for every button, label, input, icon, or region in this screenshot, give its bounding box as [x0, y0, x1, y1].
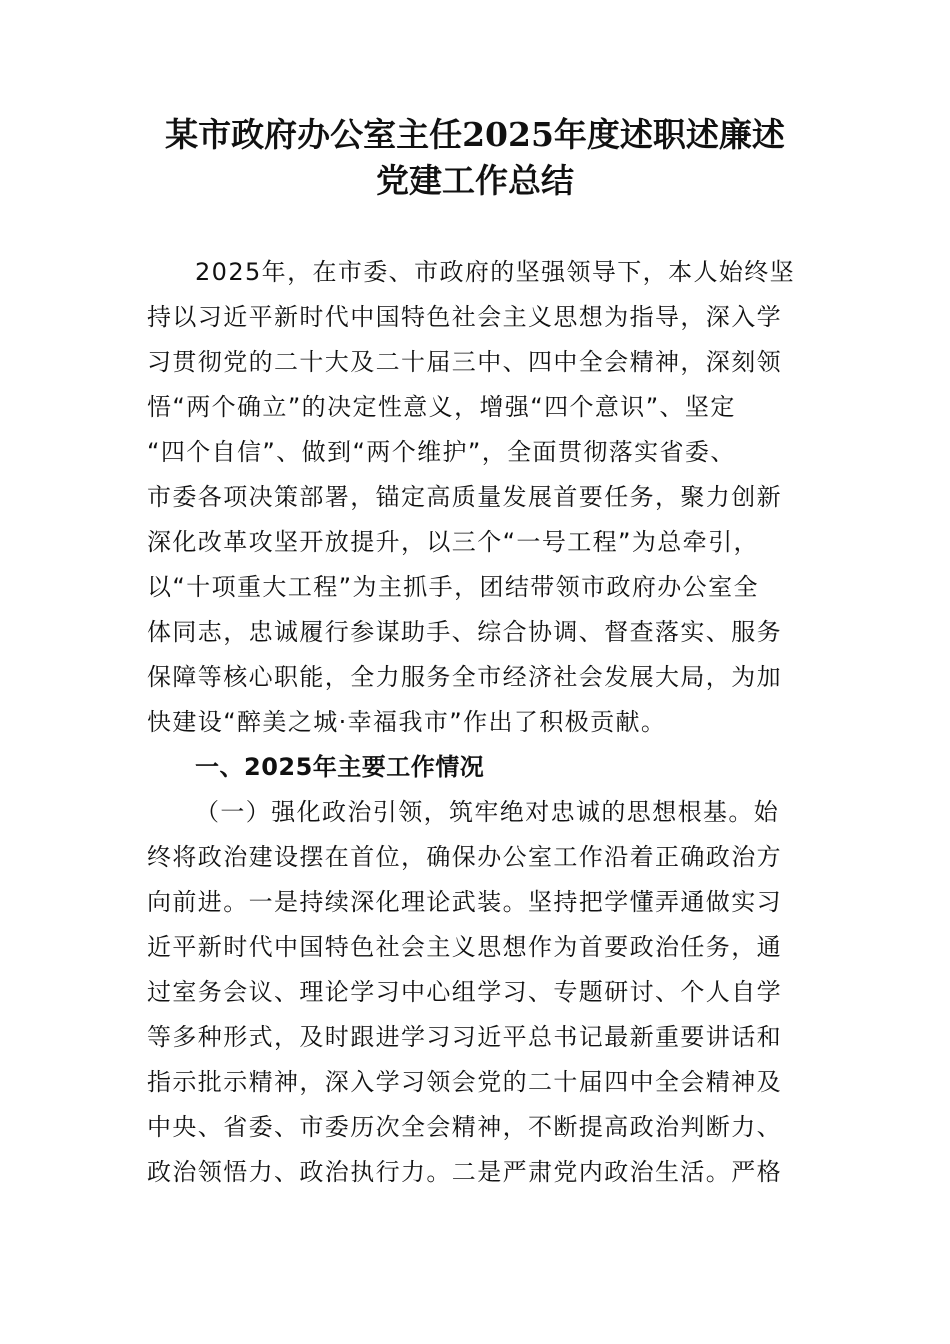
section-heading: 一、2025年主要工作情况	[195, 753, 485, 781]
document-body	[147, 250, 807, 1195]
title-line: 某市政府办公室主任2025年度述职述廉述	[165, 115, 785, 154]
paragraph-line: 中央、省委、市委历次全会精神，不断提高政治判断力、	[147, 1113, 782, 1141]
paragraph-line: 近平新时代中国特色社会主义思想作为首要政治任务，通	[147, 933, 782, 961]
paragraph-line: 过室务会议、理论学习中心组学习、专题研讨、个人自学	[147, 978, 782, 1006]
paragraph-line: 等多种形式，及时跟进学习习近平总书记最新重要讲话和	[147, 1023, 782, 1051]
paragraph-line: 2025年，在市委、市政府的坚强领导下，本人始终坚	[195, 258, 796, 286]
paragraph-line: 快建设“醉美之城·幸福我市”作出了积极贡献。	[147, 708, 667, 736]
paragraph-line: 向前进。一是持续深化理论武装。坚持把学懂弄通做实习	[147, 888, 782, 916]
paragraph-line: 习贯彻党的二十大及二十届三中、四中全会精神，深刻领	[147, 348, 782, 376]
paragraph-line: 深化改革攻坚开放提升，以三个“一号工程”为总牵引，	[147, 528, 759, 556]
paragraph-line: 指示批示精神，深入学习领会党的二十届四中全会精神及	[147, 1068, 782, 1096]
paragraph-line: 保障等核心职能，全力服务全市经济社会发展大局，为加	[147, 663, 782, 691]
paragraph-line: 政治领悟力、政治执行力。二是严肃党内政治生活。严格	[147, 1158, 782, 1186]
document-title	[140, 112, 810, 204]
paragraph-line: 市委各项决策部署，锚定高质量发展首要任务，聚力创新	[147, 483, 782, 511]
paragraph-line: 终将政治建设摆在首位，确保办公室工作沿着正确政治方	[147, 843, 782, 871]
paragraph-line: 持以习近平新时代中国特色社会主义思想为指导，深入学	[147, 303, 782, 331]
paragraph-line: 以“十项重大工程”为主抓手，团结带领市政府办公室全	[147, 573, 759, 601]
paragraph-line: 悟“两个确立”的决定性意义，增强“四个意识”、坚定	[147, 393, 736, 421]
paragraph-line: “四个自信”、做到“两个维护”，全面贯彻落实省委、	[147, 438, 736, 466]
paragraph-line: 体同志，忠诚履行参谋助手、综合协调、督查落实、服务	[147, 618, 782, 646]
paragraph-line: （一）强化政治引领，筑牢绝对忠诚的思想根基。始	[195, 798, 780, 826]
title-line: 党建工作总结	[376, 161, 574, 200]
